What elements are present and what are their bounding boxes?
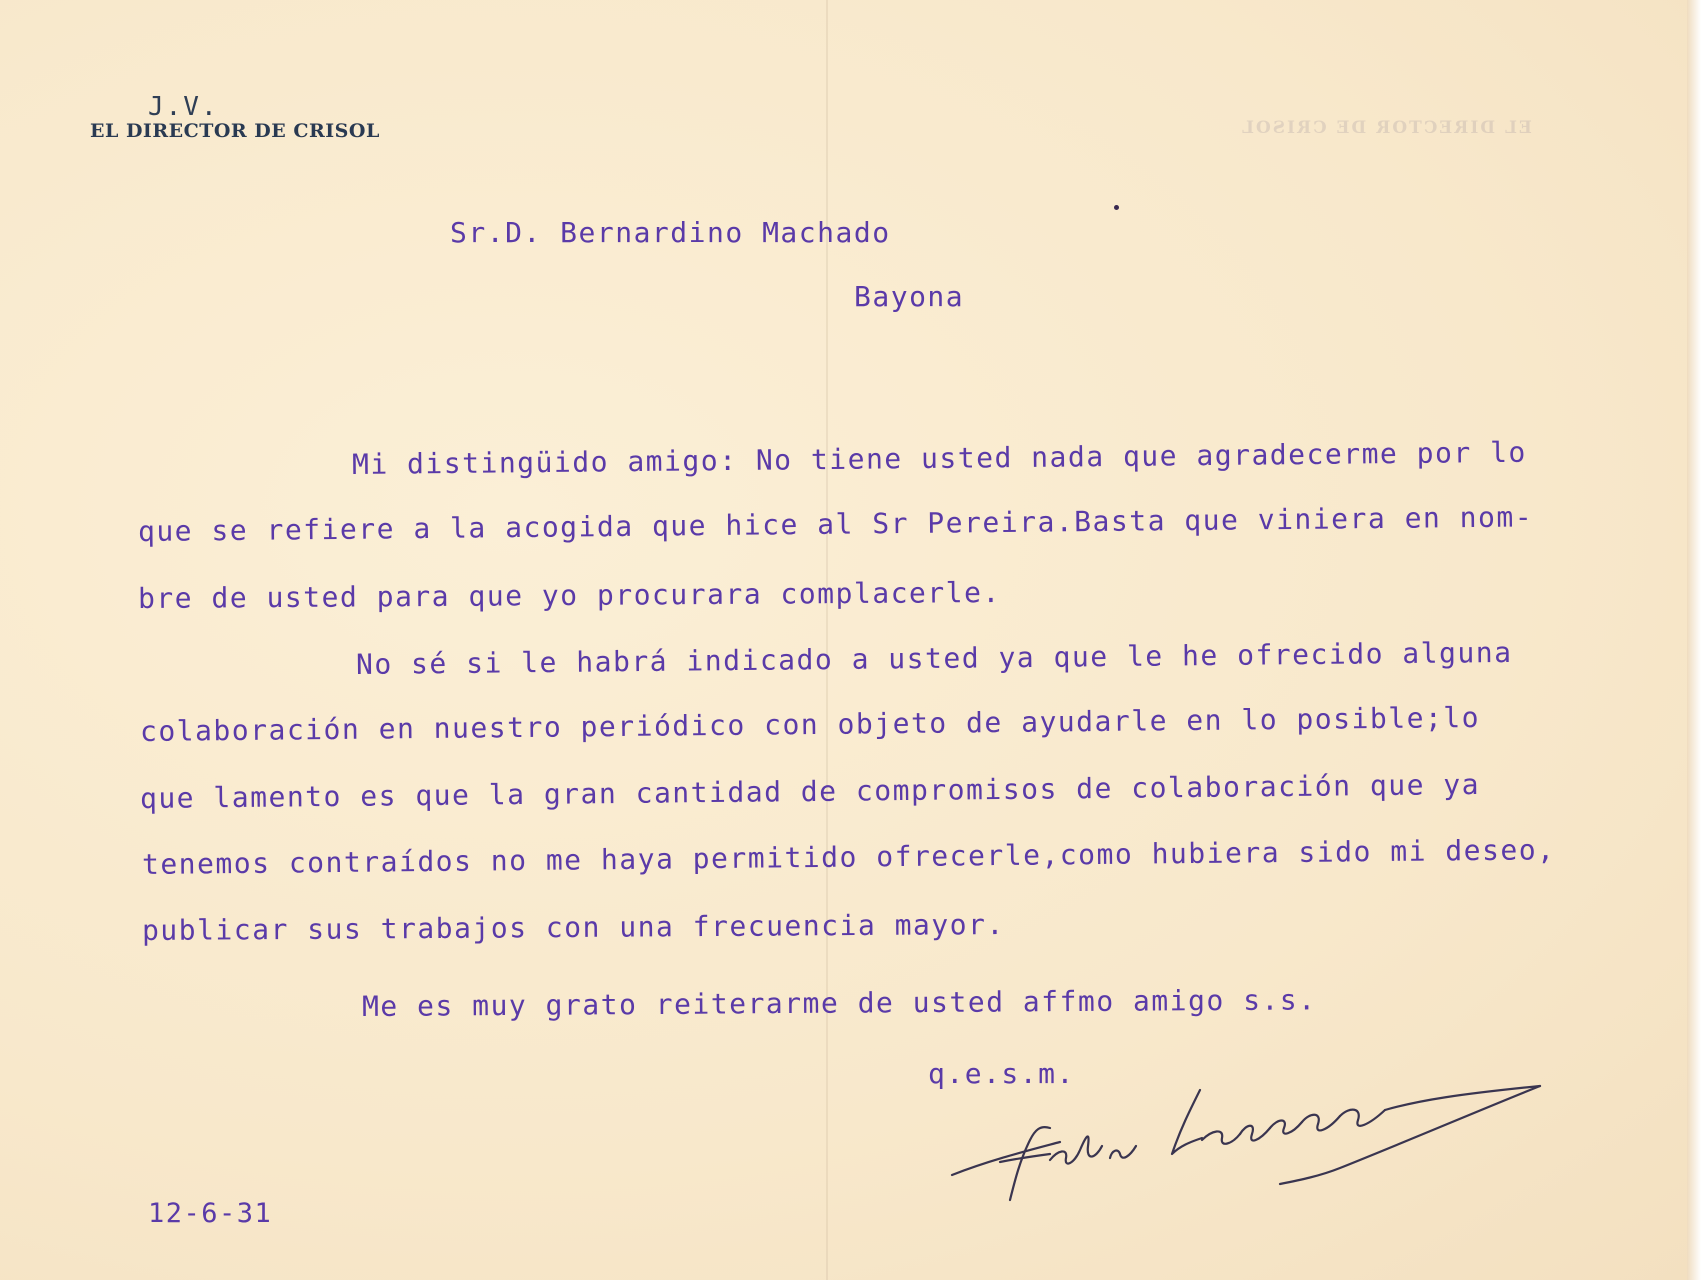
paper-fold — [826, 0, 828, 1280]
handwritten-signature — [940, 1050, 1560, 1210]
body-line: Me es muy grato reiterarme de usted affmo amigo s.s. — [361, 983, 1317, 1023]
addressee-place: Bayona — [854, 280, 965, 313]
addressee-name: Sr.D. Bernardino Machado — [450, 216, 891, 249]
letterhead-initials: J.V. — [148, 92, 219, 122]
closing-formula: q.e.s.m. — [928, 1057, 1075, 1090]
body-line: colaboración en nuestro periódico con objeto de ayudarle en lo posible;lo — [139, 700, 1481, 748]
body-line: Mi distingüido amigo: No tiene usted nada que agradecerme por lo — [351, 435, 1527, 481]
body-line: que se refiere a la acogida que hice al Sr Pereira.Basta que viniera en nom- — [137, 500, 1534, 548]
letter-date: 12-6-31 — [148, 1198, 273, 1229]
paper-edge — [1687, 0, 1707, 1280]
body-line: tenemos contraídos no me haya permitido ofrecerle,como hubiera sido mi deseo, — [141, 833, 1556, 881]
body-line: que lamento es que la gran cantidad de compromisos de colaboración que ya — [139, 767, 1481, 815]
letterhead-title: EL DIRECTOR DE CRISOL — [90, 120, 380, 142]
body-line: No sé si le habrá indicado a usted ya que le he ofrecido alguna — [355, 635, 1513, 681]
bleed-through-letterhead: EL DIRECTOR DE CRISOL — [1240, 118, 1532, 138]
body-line: publicar sus trabajos con una frecuencia mayor. — [141, 907, 1005, 947]
body-line: bre de usted para que yo procurara complacerle. — [137, 575, 1001, 615]
ink-speck — [1114, 205, 1119, 210]
